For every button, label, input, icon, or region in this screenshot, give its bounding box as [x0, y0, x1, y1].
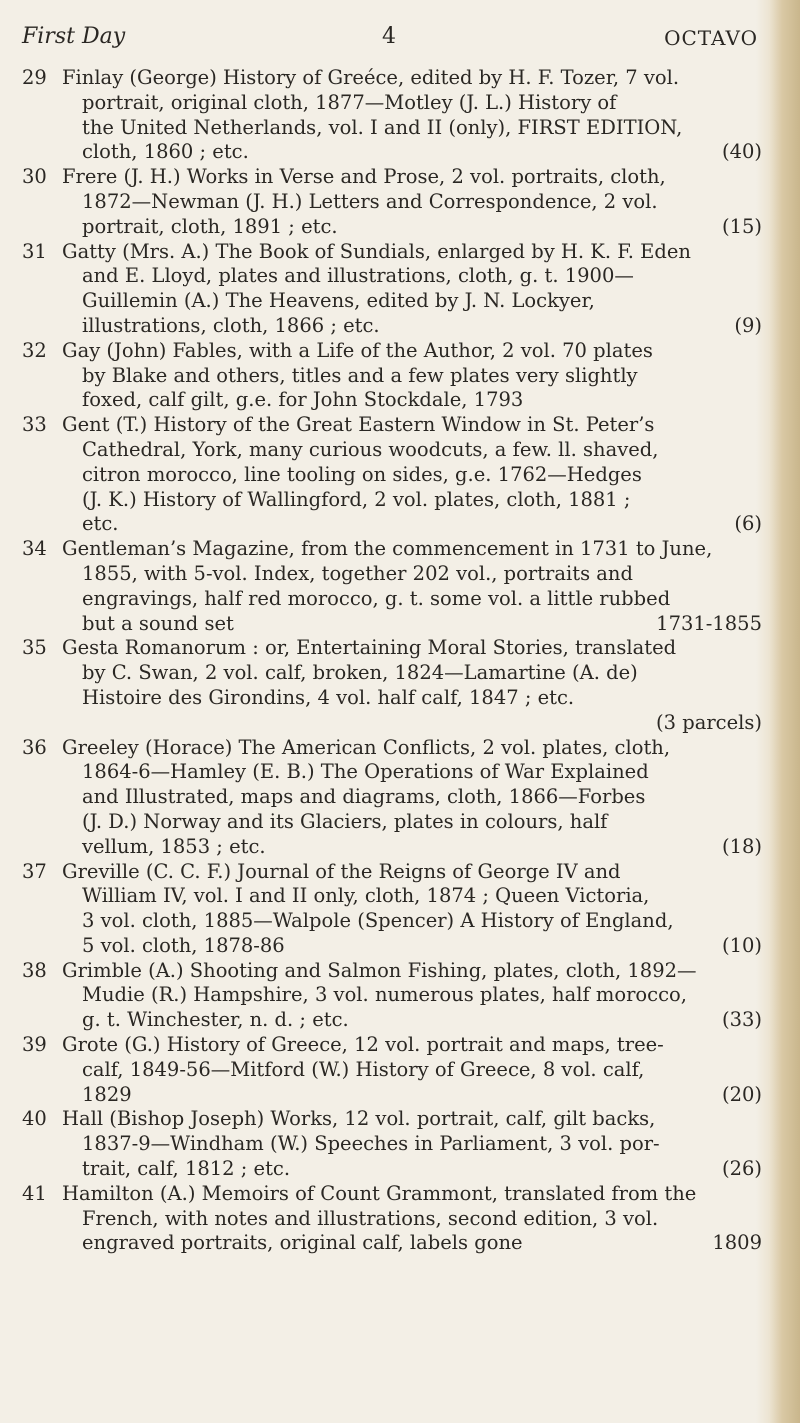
lot-line	[62, 165, 762, 190]
lot-line-text: Gay (John) Fables, with a Life of the Author, 2 vol. 70 plates	[62, 338, 653, 362]
lot-line	[62, 215, 762, 240]
lot-line-text: Histoire des Girondins, 4 vol. half calf, 1847 ; etc.	[82, 685, 575, 709]
lot-line-text: Hamilton (A.) Memoirs of Count Grammont, translated from the	[62, 1181, 697, 1205]
lot-number: 31	[22, 239, 47, 263]
lot-line-text: calf, 1849-56—Mitford (W.) History of Greece, 8 vol. calf,	[82, 1057, 645, 1081]
lot-price: (15)	[721, 214, 762, 238]
lot-line	[62, 562, 762, 587]
lot-line	[62, 686, 762, 711]
lot-price: (33)	[721, 1008, 762, 1032]
lot-line	[62, 612, 762, 637]
lot-line	[62, 364, 762, 389]
lot-line-text: vellum, 1853 ; etc.	[82, 834, 266, 858]
lot-line-text: and E. Lloyd, plates and illustrations, cloth, g. t. 1900—	[82, 264, 634, 288]
lot-description	[62, 1107, 762, 1181]
lot-line	[62, 1083, 762, 1108]
lot-line-text: trait, calf, 1812 ; etc.	[82, 1157, 291, 1181]
lot-line	[62, 860, 762, 885]
lot-line	[62, 289, 762, 314]
lot-description	[62, 240, 762, 339]
lot-line-text: Greeley (Horace) The American Conflicts, 2 vol. plates, cloth,	[62, 735, 671, 759]
lot-line	[62, 190, 762, 215]
lot-number: 37	[22, 859, 47, 883]
lot-line	[62, 1132, 762, 1157]
lot-line-text: cloth, 1860 ; etc.	[82, 140, 249, 164]
lot-line	[62, 983, 762, 1008]
lot-line-text: and Illustrated, maps and diagrams, cloth, 1866—Forbes	[82, 785, 646, 809]
lot-line	[62, 1231, 762, 1256]
lot-number: 39	[22, 1033, 47, 1057]
lot-line-text: Grimble (A.) Shooting and Salmon Fishing, plates, cloth, 1892—	[62, 958, 697, 982]
lot-line	[62, 934, 762, 959]
lot-line-text: citron morocco, line tooling on sides, g.e. 1762—Hedges	[82, 462, 642, 486]
lot-price: (3 parcels)	[656, 710, 762, 734]
lot-line	[62, 711, 762, 736]
lot-entry	[22, 1182, 762, 1256]
header-day: First Day	[22, 24, 126, 49]
lot-line-text: Mudie (R.) Hampshire, 3 vol. numerous plates, half morocco,	[82, 983, 687, 1007]
lot-line-text: (J. D.) Norway and its Glaciers, plates in colours, half	[82, 809, 608, 833]
lot-line-text	[82, 711, 88, 734]
lot-line-text: portrait, original cloth, 1877—Motley (J. L.) History of	[82, 90, 617, 114]
lot-number: 38	[22, 958, 47, 982]
page-edge	[756, 0, 800, 1423]
lot-entry	[22, 240, 762, 339]
lot-entry	[22, 860, 762, 959]
lot-line-text: by C. Swan, 2 vol. calf, broken, 1824—Lamartine (A. de)	[82, 661, 638, 685]
lot-line-text: 1855, with 5-vol. Index, together 202 vol., portraits and	[82, 561, 633, 585]
lot-price: (10)	[721, 933, 762, 957]
lot-line-text: Greville (C. C. F.) Journal of the Reigns of George IV and	[62, 859, 621, 883]
lot-price: (6)	[734, 512, 762, 536]
lot-line-text: etc.	[82, 512, 119, 536]
lot-entry	[22, 339, 762, 413]
lot-line	[62, 736, 762, 761]
lot-line-text: Finlay (George) History of Greéce, edited by H. F. Tozer, 7 vol.	[62, 66, 680, 89]
lot-line	[62, 959, 762, 984]
lot-line-text: Guillemin (A.) The Heavens, edited by J. N. Lockyer,	[82, 289, 595, 313]
lot-number: 34	[22, 537, 47, 561]
lot-line-text: Hall (Bishop Joseph) Works, 12 vol. portrait, calf, gilt backs,	[62, 1107, 656, 1131]
lot-line-text: Cathedral, York, many curious woodcuts, a few. ll. shaved,	[82, 437, 659, 461]
lot-line-text: 3 vol. cloth, 1885—Walpole (Spencer) A History of England,	[82, 909, 674, 933]
lot-price: (18)	[721, 834, 762, 858]
lot-line	[62, 264, 762, 289]
lot-number: 29	[22, 66, 47, 89]
lot-line-text: 5 vol. cloth, 1878-86	[82, 933, 285, 957]
lot-entry	[22, 736, 762, 860]
lot-line	[62, 661, 762, 686]
lot-number: 36	[22, 735, 47, 759]
lot-line	[62, 1157, 762, 1182]
lot-line	[62, 1107, 762, 1132]
lot-line	[62, 413, 762, 438]
lot-line	[62, 1033, 762, 1058]
lot-line-text: 1829	[82, 1082, 132, 1106]
lot-line-text: French, with notes and illustrations, second edition, 3 vol.	[82, 1206, 659, 1230]
lot-entry	[22, 165, 762, 239]
lot-entry	[22, 959, 762, 1033]
lot-description	[62, 339, 762, 413]
lot-entry	[22, 1033, 762, 1107]
lot-line	[62, 1058, 762, 1083]
lot-number: 32	[22, 338, 47, 362]
lot-description	[62, 1182, 762, 1256]
lot-line	[62, 636, 762, 661]
lot-line-text: William IV, vol. I and II only, cloth, 1874 ; Queen Victoria,	[82, 884, 650, 908]
lot-description	[62, 1033, 762, 1107]
lot-line	[62, 388, 762, 413]
lot-line-text: 1864-6—Hamley (E. B.) The Operations of War Explained	[82, 760, 649, 784]
lot-line-text: by Blake and others, titles and a few plates very slightly	[82, 363, 638, 387]
lot-entry	[22, 66, 762, 165]
lot-line	[62, 66, 762, 91]
lot-line-text: (J. K.) History of Wallingford, 2 vol. plates, cloth, 1881 ;	[82, 487, 631, 511]
lot-line-text: 1872—Newman (J. H.) Letters and Correspondence, 2 vol.	[82, 189, 658, 213]
lot-entry	[22, 1107, 762, 1181]
lot-line-text: engravings, half red morocco, g. t. some vol. a little rubbed	[82, 586, 671, 610]
header-format: OCTAVO	[664, 26, 758, 50]
lot-line	[62, 91, 762, 116]
lot-line	[62, 537, 762, 562]
lot-line	[62, 140, 762, 165]
lot-price: (26)	[721, 1157, 762, 1181]
lot-description	[62, 165, 762, 239]
catalogue-entries	[22, 66, 762, 1256]
lot-line-text: g. t. Winchester, n. d. ; etc.	[82, 1008, 349, 1032]
lot-line	[62, 512, 762, 537]
lot-description	[62, 66, 762, 165]
lot-number: 41	[22, 1181, 47, 1205]
page-header	[22, 24, 758, 54]
lot-line	[62, 760, 762, 785]
lot-line	[62, 1207, 762, 1232]
lot-price: (20)	[721, 1082, 762, 1106]
lot-line	[62, 909, 762, 934]
lot-line-text: illustrations, cloth, 1866 ; etc.	[82, 313, 380, 337]
lot-line	[62, 339, 762, 364]
lot-line	[62, 884, 762, 909]
lot-line	[62, 1008, 762, 1033]
lot-line	[62, 1182, 762, 1207]
lot-entry	[22, 413, 762, 537]
lot-line-text: but a sound set	[82, 611, 234, 635]
lot-line	[62, 116, 762, 141]
lot-number: 35	[22, 636, 47, 660]
lot-price: 1731-1855	[656, 611, 762, 635]
lot-description	[62, 636, 762, 735]
lot-entry	[22, 636, 762, 735]
lot-line-text: portrait, cloth, 1891 ; etc.	[82, 214, 338, 238]
lot-number: 30	[22, 165, 47, 189]
lot-line-text: Frere (J. H.) Works in Verse and Prose, 2 vol. portraits, cloth,	[62, 165, 666, 189]
lot-line-text: engraved portraits, original calf, labels gone	[82, 1231, 523, 1255]
lot-line	[62, 835, 762, 860]
lot-description	[62, 413, 762, 537]
lot-description	[62, 736, 762, 860]
lot-line-text: Gesta Romanorum : or, Entertaining Moral Stories, translated	[62, 636, 677, 660]
lot-line	[62, 314, 762, 339]
lot-number: 33	[22, 413, 47, 437]
page-number: 4	[382, 24, 396, 49]
lot-line	[62, 488, 762, 513]
lot-line-text: Gentleman’s Magazine, from the commencement in 1731 to June,	[62, 537, 713, 561]
lot-description	[62, 537, 762, 636]
lot-entry	[22, 537, 762, 636]
lot-line-text: the United Netherlands, vol. I and II (only), FIRST EDITION,	[82, 115, 683, 139]
lot-line-text: Grote (G.) History of Greece, 12 vol. portrait and maps, tree-	[62, 1033, 664, 1057]
lot-line	[62, 438, 762, 463]
lot-line	[62, 810, 762, 835]
lot-line	[62, 240, 762, 265]
lot-description	[62, 959, 762, 1033]
lot-line-text: 1837-9—Windham (W.) Speeches in Parliament, 3 vol. por-	[82, 1132, 660, 1156]
lot-description	[62, 860, 762, 959]
lot-price: (9)	[734, 313, 762, 337]
lot-line	[62, 587, 762, 612]
lot-price: 1809	[712, 1231, 762, 1255]
lot-line-text: Gent (T.) History of the Great Eastern Window in St. Peter’s	[62, 413, 655, 437]
lot-line	[62, 463, 762, 488]
lot-line-text: Gatty (Mrs. A.) The Book of Sundials, enlarged by H. K. F. Eden	[62, 239, 691, 263]
lot-line-text: foxed, calf gilt, g.e. for John Stockdale, 1793	[82, 388, 524, 412]
lot-line	[62, 785, 762, 810]
lot-number: 40	[22, 1107, 47, 1131]
lot-price: (40)	[721, 140, 762, 164]
